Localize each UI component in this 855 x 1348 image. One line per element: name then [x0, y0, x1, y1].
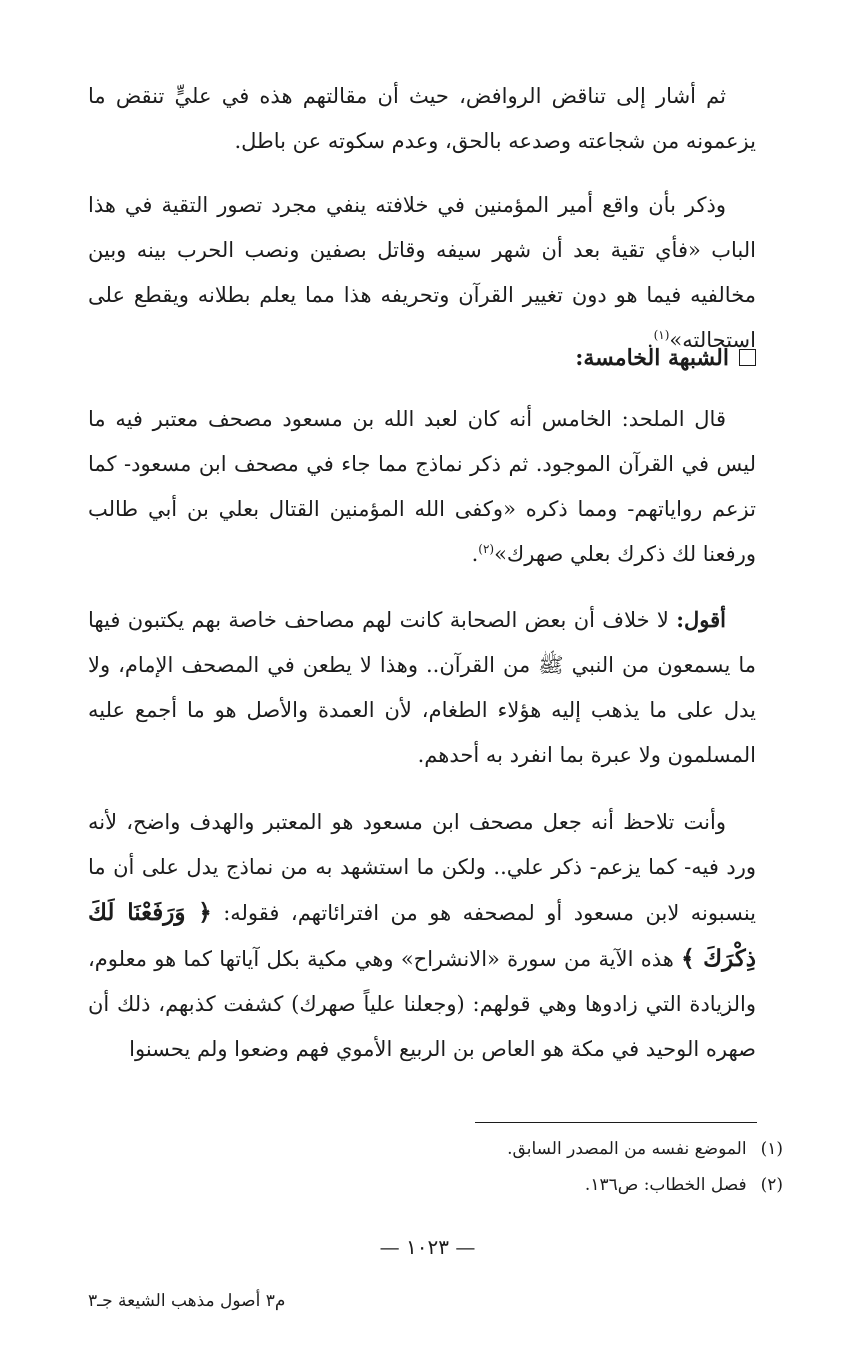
paragraph-1	[88, 74, 756, 164]
checkbox-square-icon	[739, 349, 756, 366]
paragraph-2: وذكر بأن واقع أمير المؤمنين في خلافته ينفي مجرد تصور التقية في هذا الباب «فأي تقية بعد أن شهر سيفه وقاتل بصفين ونصب الحرب بينه وبين مخالفيه فيما هو دون تغيير القرآن وتحريفه هذا مما يعلم بطلانه ويقطع على استحالته»$^{(١)}$.	[88, 193, 756, 352]
paragraph-4-text: لا خلاف أن بعض الصحابة كانت لهم مصاحف خاصة بهم يكتبون فيها ما يسمعون من النبي ﷺ من القرآن.. وهذا لا يطعن في المصحف الإمام، ولا يدل على ما يذهب إليه هؤلاء الطغام، لأن العمدة والأصل هو ما أجمع عليه المسلمون ولا عبرة بما انفرد به أحدهم.	[88, 608, 756, 767]
footnote-divider	[475, 1122, 757, 1123]
footnote-1-number: (١)	[760, 1139, 783, 1159]
section-heading-text: الشبهة الخامسة:	[575, 345, 729, 371]
footnote-2-number: (٢)	[760, 1175, 783, 1195]
signature-line: م٣ أصول مذهب الشيعة جـ٣	[88, 1291, 286, 1311]
quran-verse: ﴿ وَرَفَعْنَا لَكَ ذِكْرَكَ ﴾	[88, 899, 756, 972]
footnote-1	[383, 1135, 783, 1163]
paragraph-1-text: ثم أشار إلى تناقض الروافض، حيث أن مقالتهم هذه في عليٍّ تنقض ما يزعمونه من شجاعته وصدعه بالحق، وعدم سكوته عن باطل.	[88, 84, 756, 153]
footnote-ref-1: (١)	[653, 328, 670, 342]
footnote-2-text: فصل الخطاب: ص١٣٦.	[584, 1175, 747, 1195]
section-heading	[88, 340, 756, 376]
page-number: — ١٠٢٣ —	[379, 1235, 476, 1259]
paragraph-5	[88, 800, 756, 1072]
footnote-1-text: الموضع نفسه من المصدر السابق.	[507, 1139, 747, 1159]
paragraph-5-text-a: وأنت تلاحظ أنه جعل مصحف ابن مسعود هو المعتبر والهدف واضح، لأنه ورد فيه- كما يزعم- ذكر علي.. ولكن ما استشهد به من نماذج يدل على أن ما ينسبونه لابن مسعود أو لمصحفه هو من افترائاتهم، فقوله:	[88, 810, 756, 925]
paragraph-5-text-b: هذه الآية من سورة «الانشراح» وهي مكية بكل آياتها كما هو معلوم، والزيادة التي زادوها وهي قولهم: (وجعلنا علياً صهرك) كشفت كذبهم، ذلك أن صهره الوحيد في مكة هو العاص بن الربيع الأموي فهم وضعوا ولم يحسنوا	[88, 947, 756, 1061]
paragraph-3: قال الملحد: الخامس أنه كان لعبد الله بن مسعود مصحف معتبر فيه ما ليس في القرآن الموجود. ثم ذكر نماذج مما جاء في مصحف ابن مسعود- كما تزعم رواياتهم- ومما ذكره «وكفى الله المؤمنين القتال بعلي بن أبي طالب ورفعنا لك ذكرك بعلي صهرك»$^{(٢)}$.	[88, 407, 756, 566]
paragraph-4	[88, 597, 756, 778]
footnote-ref-2: (٢)	[478, 542, 495, 556]
paragraph-4-lead: أقول:	[676, 607, 726, 632]
paragraph-2-text: وذكر بأن واقع أمير المؤمنين في خلافته ينفي مجرد تصور التقية في هذا الباب «فأي تقية بعد أن شهر سيفه وقاتل بصفين ونصب الحرب بينه وبين مخالفيه فيما هو دون تغيير القرآن وتحريفه هذا مما يعلم بطلانه ويقطع على استحالته»	[88, 193, 756, 352]
footnote-2	[383, 1171, 783, 1199]
paragraph-3-text: قال الملحد: الخامس أنه كان لعبد الله بن مسعود مصحف معتبر فيه ما ليس في القرآن الموجود. ثم ذكر نماذج مما جاء في مصحف ابن مسعود- كما تزعم رواياتهم- ومما ذكره «وكفى الله المؤمنين القتال بعلي بن أبي طالب ورفعنا لك ذكرك بعلي صهرك»	[88, 407, 756, 566]
